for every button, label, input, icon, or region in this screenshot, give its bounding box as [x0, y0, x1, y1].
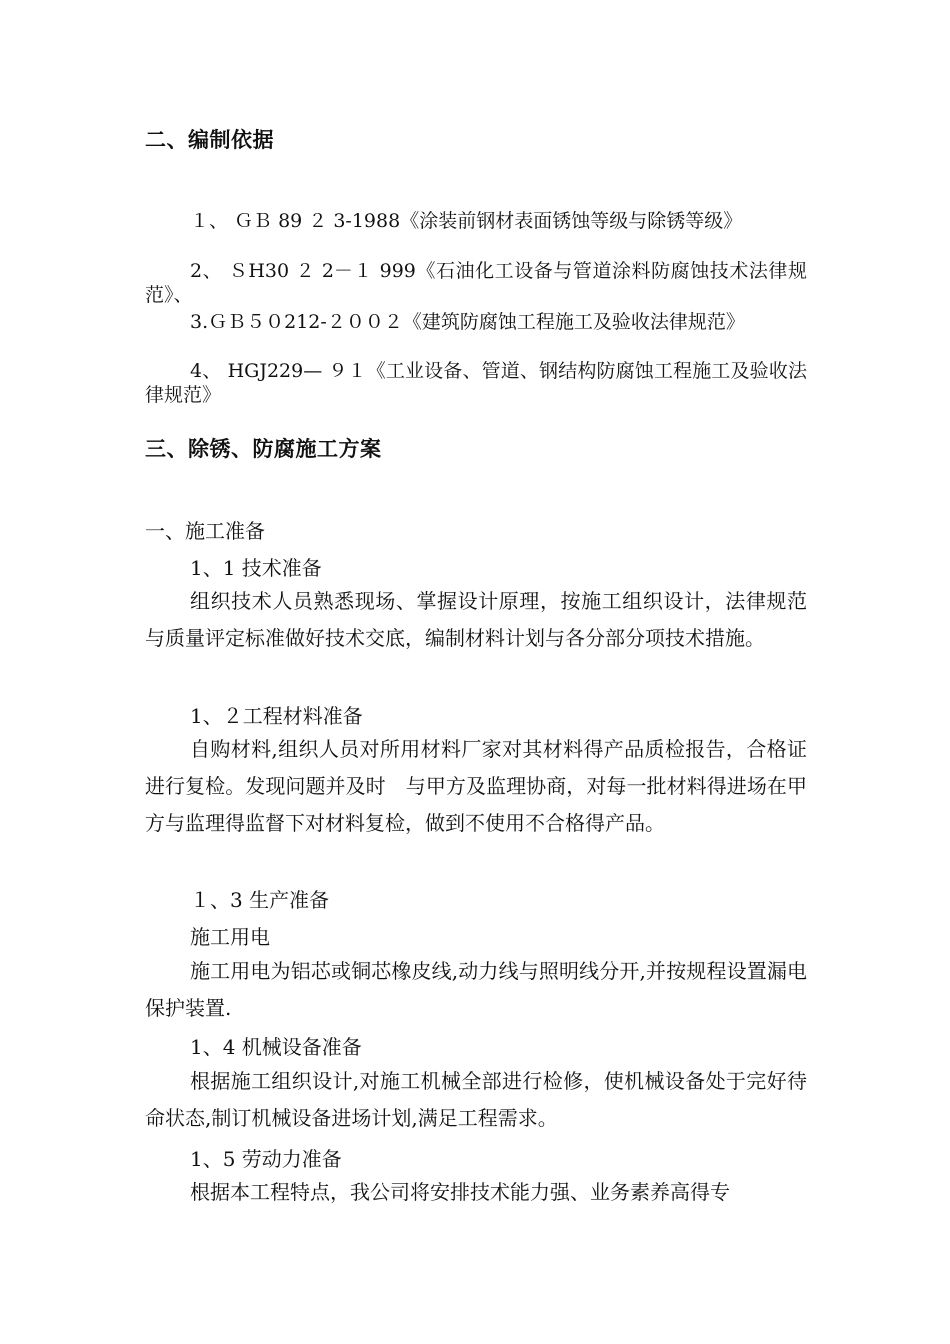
- item-body-machinery-prep: 根据施工组织设计,对施工机械全部进行检修，使机械设备处于完好待命状态,制订机械设备进场计划,满足工程需求。: [145, 1069, 807, 1130]
- subsection-heading-prep: 一、施工准备: [145, 519, 265, 543]
- item-body-production-prep: 施工用电为铝芯或铜芯橡皮线,动力线与照明线分开,并按规程设置漏电保护装置.: [145, 959, 807, 1020]
- item-body-labor-prep: 根据本工程特点，我公司将安排技术能力强、业务素养高得专: [190, 1180, 730, 1204]
- section-heading-basis: 二、编制依据: [145, 127, 274, 152]
- item-title-machinery-prep: 1、4 机械设备准备: [190, 1035, 362, 1059]
- reference-item-3: 3.ＧＢ５０212-２００２《建筑防腐蚀工程施工及验收法律规范》: [190, 311, 745, 333]
- item-title-material-prep: 1、２工程材料准备: [190, 704, 363, 728]
- item-subtitle-power: 施工用电: [190, 925, 270, 949]
- item-body-tech-prep: 组织技术人员熟悉现场、掌握设计原理，按施工组织设计，法律规范与质量评定标准做好技术交底，编制材料计划与各分部分项技术措施。: [145, 589, 807, 650]
- section-heading-plan: 三、除锈、防腐施工方案: [145, 436, 382, 461]
- reference-item-2: 2、 ＳH30 ２ 2－１ 999《石油化工设备与管道涂料防腐蚀技术法律规范》、: [145, 260, 807, 306]
- item-title-production-prep: １、3 生产准备: [190, 888, 330, 912]
- reference-item-4: 4、 HGJ229— ９１《工业设备、管道、钢结构防腐蚀工程施工及验收法律规范》: [145, 360, 807, 406]
- item-title-tech-prep: 1、1 技术准备: [190, 556, 322, 580]
- reference-item-1: １、 ＧＢ 89 ２ 3-1988《涂装前钢材表面锈蚀等级与除锈等级》: [190, 210, 743, 232]
- item-body-material-prep: 自购材料,组织人员对所用材料厂家对其材料得产品质检报告，合格证进行复检。发现问题并及时 与甲方及监理协商，对每一批材料得进场在甲方与监理得监督下对材料复检，做到不使用不合格得产品。: [145, 737, 807, 835]
- item-title-labor-prep: 1、5 劳动力准备: [190, 1147, 342, 1171]
